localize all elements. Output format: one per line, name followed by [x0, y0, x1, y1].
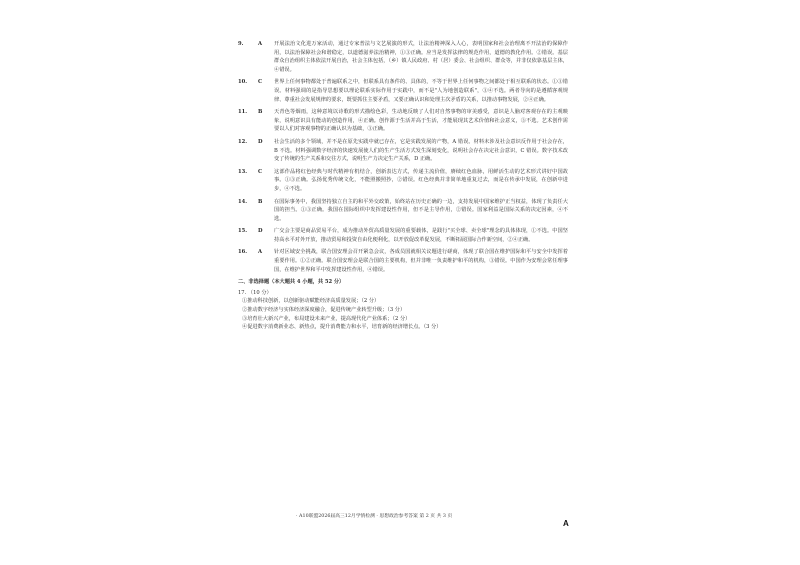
- question-17-score: （10 分）: [247, 289, 272, 296]
- question-number: 12.: [238, 138, 248, 145]
- question-number: 16.: [238, 249, 248, 256]
- answer-explanation: 社会生活的多个领域，并不是在原先实践中就已存在，它是实践发展的产物，A 错误。材料未涉及社会意识反作用于社会存在，B 不选。材料强调数字经济的快速发展使人们的生产生活方式发生深刻变化，说明社会存在决定社会意识，C 错误。数字技术改变了传统的生产关系和交往方式，说明生产力决定生产关系，D 正确。: [274, 138, 568, 163]
- answer-point: ①推动科技创新，以创新驱动赋能经济高质量发展；（2 分）: [242, 298, 380, 305]
- question-number: 9.: [238, 41, 244, 47]
- answer-choice: B: [258, 198, 263, 205]
- answer-item: [238, 138, 568, 164]
- answer-choice: D: [258, 228, 263, 235]
- answer-choice: B: [258, 109, 263, 116]
- answer-choice: C: [258, 168, 263, 175]
- question-17: [238, 289, 568, 332]
- question-number: 15.: [238, 228, 248, 235]
- answer-item: [238, 198, 568, 224]
- answer-choice: D: [258, 138, 263, 145]
- answer-item: [238, 227, 568, 244]
- page-footer: · A10联盟2026届高三12月学情检测 · 思想政治参考答案 第 2 页 共 3 页: [296, 514, 453, 519]
- question-number: 10.: [238, 79, 248, 86]
- answer-list: [238, 40, 568, 274]
- answer-explanation: 天青色等烟雨，这种意境以诗歌的形式描绘色彩，生动地反映了人们对自然事物的审美感受，意识是人脑对客观存在的主观映象，说明意识具有能动的创造作用，④正确。创作源于生活并高于生活，才能展现其艺术价值和社会意义，③不选。艺术创作需要以人们对客观事物的正确认识为基础，③正确。: [274, 109, 568, 133]
- answer-explanation: 广交会主要是商品贸易平台，成为推动外贸高质量发展的重要载体，是践行"买全球、卖全球"理念的具体体现，①不选。中国坚持高水平对外开放，推动贸易和投资自由化便利化，以开放促改革促发展，不断拓展国际合作新空间，②④正确。: [274, 228, 568, 243]
- answer-choice: A: [258, 249, 263, 256]
- answer-item: [238, 40, 568, 74]
- answer-item: [238, 108, 568, 134]
- answer-explanation: 这部作品将红色经典与时代精神有机结合，创新表达方式，传递主流价值，赓续红色血脉，用鲜活生动的艺术形式讲好中国故事。①③正确。弘扬优秀传统文化，不能照搬照抄，②错误。红色经典并非简单地重复过去，而是在传承中发展，在创新中进步，④不选。: [274, 168, 568, 192]
- answer-choice: C: [258, 79, 263, 86]
- answer-point: ②推动数字经济与实体经济深度融合，促进传统产业转型升级；（3 分）: [242, 307, 406, 314]
- section-heading: 二、非选择题（本大题共 4 小题，共 52 分）: [238, 279, 345, 286]
- answer-point: ④促进数字消费新业态、新热点，提升消费能力和水平，培育新的经济增长点。（3 分）: [242, 324, 442, 331]
- question-number: 14.: [238, 198, 248, 205]
- answer-explanation: 在国际事务中，我国坚持独立自主的和平外交政策，始终站在历史正确的一边，支持发展中国家维护正当权益，体现了负责任大国的担当。①③正确。我国在国际组织中发挥建设性作用，但不是主导作用，②错误。国家利益是国际关系的决定因素，④不选。: [274, 198, 568, 222]
- answer-explanation: 开展法治文化进万家活动，通过专家普法与文艺展演的形式，让法治精神深入人心，表明国家和社会治理离不开法治的保障作用，以法治保障社会和谐稳定，以道德滋养法治精神，①③正确。应当是发挥法律的规范作用，道德的教化作用。②错误。基层群众自治组织主体依法开展自治，社会主体包括，（乡）镇人民政府、村（居）委会、社会组织、群众等，并非仅依靠基层主体，④错误。: [274, 41, 568, 73]
- answer-explanation: 世界上任何事物都处于普遍联系之中，但联系具有条件的、具体的，不等于世界上任何事物之间都处于相互联系的状态。①③错误。材料强调的是指导思想要以理论联系实际作用于实践中，而不是"人为地创造联系"，③④不选。两者导向的是遵循客观规律、尊重社会发展规律的要求，既要抓住主要矛盾，又要正确认识和处理主次矛盾的关系，以推动事物发展，②④正确。: [274, 79, 568, 103]
- answer-item: [238, 78, 568, 104]
- question-number: 13.: [238, 168, 248, 175]
- answer-item: [238, 248, 568, 274]
- answer-choice: A: [258, 41, 263, 47]
- answer-item: [238, 168, 568, 194]
- answer-sheet: [238, 40, 568, 332]
- answer-point: ③培育壮大新兴产业，布局建设未来产业，提高现代化产业体系；（2 分）: [242, 315, 411, 322]
- answer-explanation: 针对区域安全挑战，联合国安理会召开紧急会议，各成员国就相关议题进行磋商，体现了联合国在维护国际和平与安全中发挥着重要作用。①②正确。联合国安理会是联合国的主要机构，但并非唯一负责维护和平的机构，③错误。中国作为安理会常任理事国，在维护世界和平中发挥建设性作用，④错误。: [274, 249, 568, 273]
- corner-mark: A: [563, 519, 569, 528]
- question-number: 11.: [238, 109, 248, 116]
- question-17-number: 17.: [238, 289, 247, 296]
